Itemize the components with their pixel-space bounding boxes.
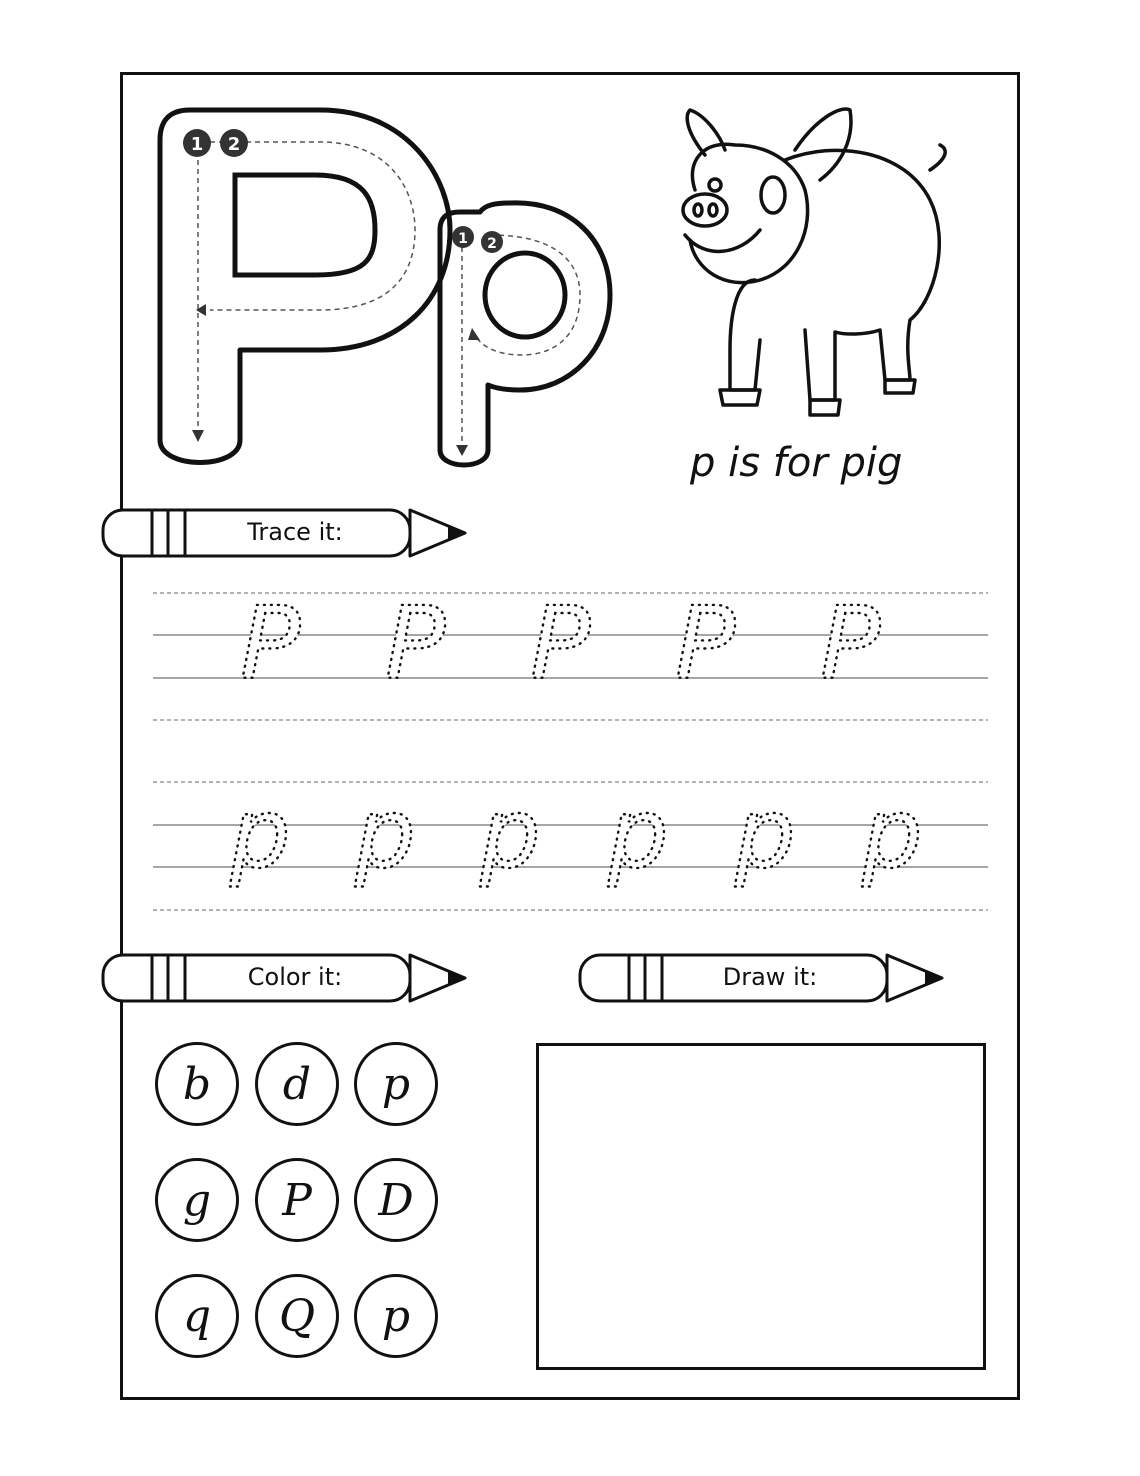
pig-illustration: [665, 100, 955, 430]
trace-lowercase-p: p: [230, 780, 291, 890]
stroke-number-2-small: 2: [487, 236, 497, 252]
trace-uppercase-p: P: [240, 585, 301, 702]
trace-uppercase-p: P: [675, 585, 736, 702]
color-bubble[interactable]: p: [354, 1042, 438, 1126]
color-bubble[interactable]: p: [354, 1274, 438, 1358]
trace-letters: [150, 585, 990, 915]
draw-it-label: Draw it:: [722, 963, 818, 991]
color-it-label: Color it:: [247, 963, 343, 991]
drawing-area[interactable]: [536, 1043, 986, 1370]
trace-uppercase-p: P: [820, 585, 881, 702]
color-bubble[interactable]: q: [155, 1274, 239, 1358]
trace-lowercase-p: p: [608, 780, 669, 890]
trace-lowercase-p: p: [735, 780, 796, 890]
color-bubble[interactable]: Q: [255, 1274, 339, 1358]
color-bubble[interactable]: P: [255, 1158, 339, 1242]
stroke-number-1-small: 1: [458, 231, 468, 247]
uppercase-p-outline: [160, 110, 450, 463]
stroke-order-badges: [183, 129, 503, 253]
color-bubble[interactable]: b: [155, 1042, 239, 1126]
color-bubble[interactable]: D: [354, 1158, 438, 1242]
color-bubble[interactable]: d: [255, 1042, 339, 1126]
color-bubble[interactable]: g: [155, 1158, 239, 1242]
trace-lowercase-p: p: [355, 780, 416, 890]
stroke-number-2: 2: [227, 134, 241, 155]
trace-lowercase-p: p: [480, 780, 541, 890]
pig-caption: p is for pig: [690, 440, 903, 486]
letter-outline-graphic: [150, 100, 630, 480]
trace-lowercase-p: p: [862, 780, 923, 890]
stroke-number-1: 1: [190, 134, 204, 155]
trace-uppercase-p: P: [530, 585, 591, 702]
trace-it-label: Trace it:: [247, 518, 343, 546]
trace-uppercase-p: P: [385, 585, 446, 702]
